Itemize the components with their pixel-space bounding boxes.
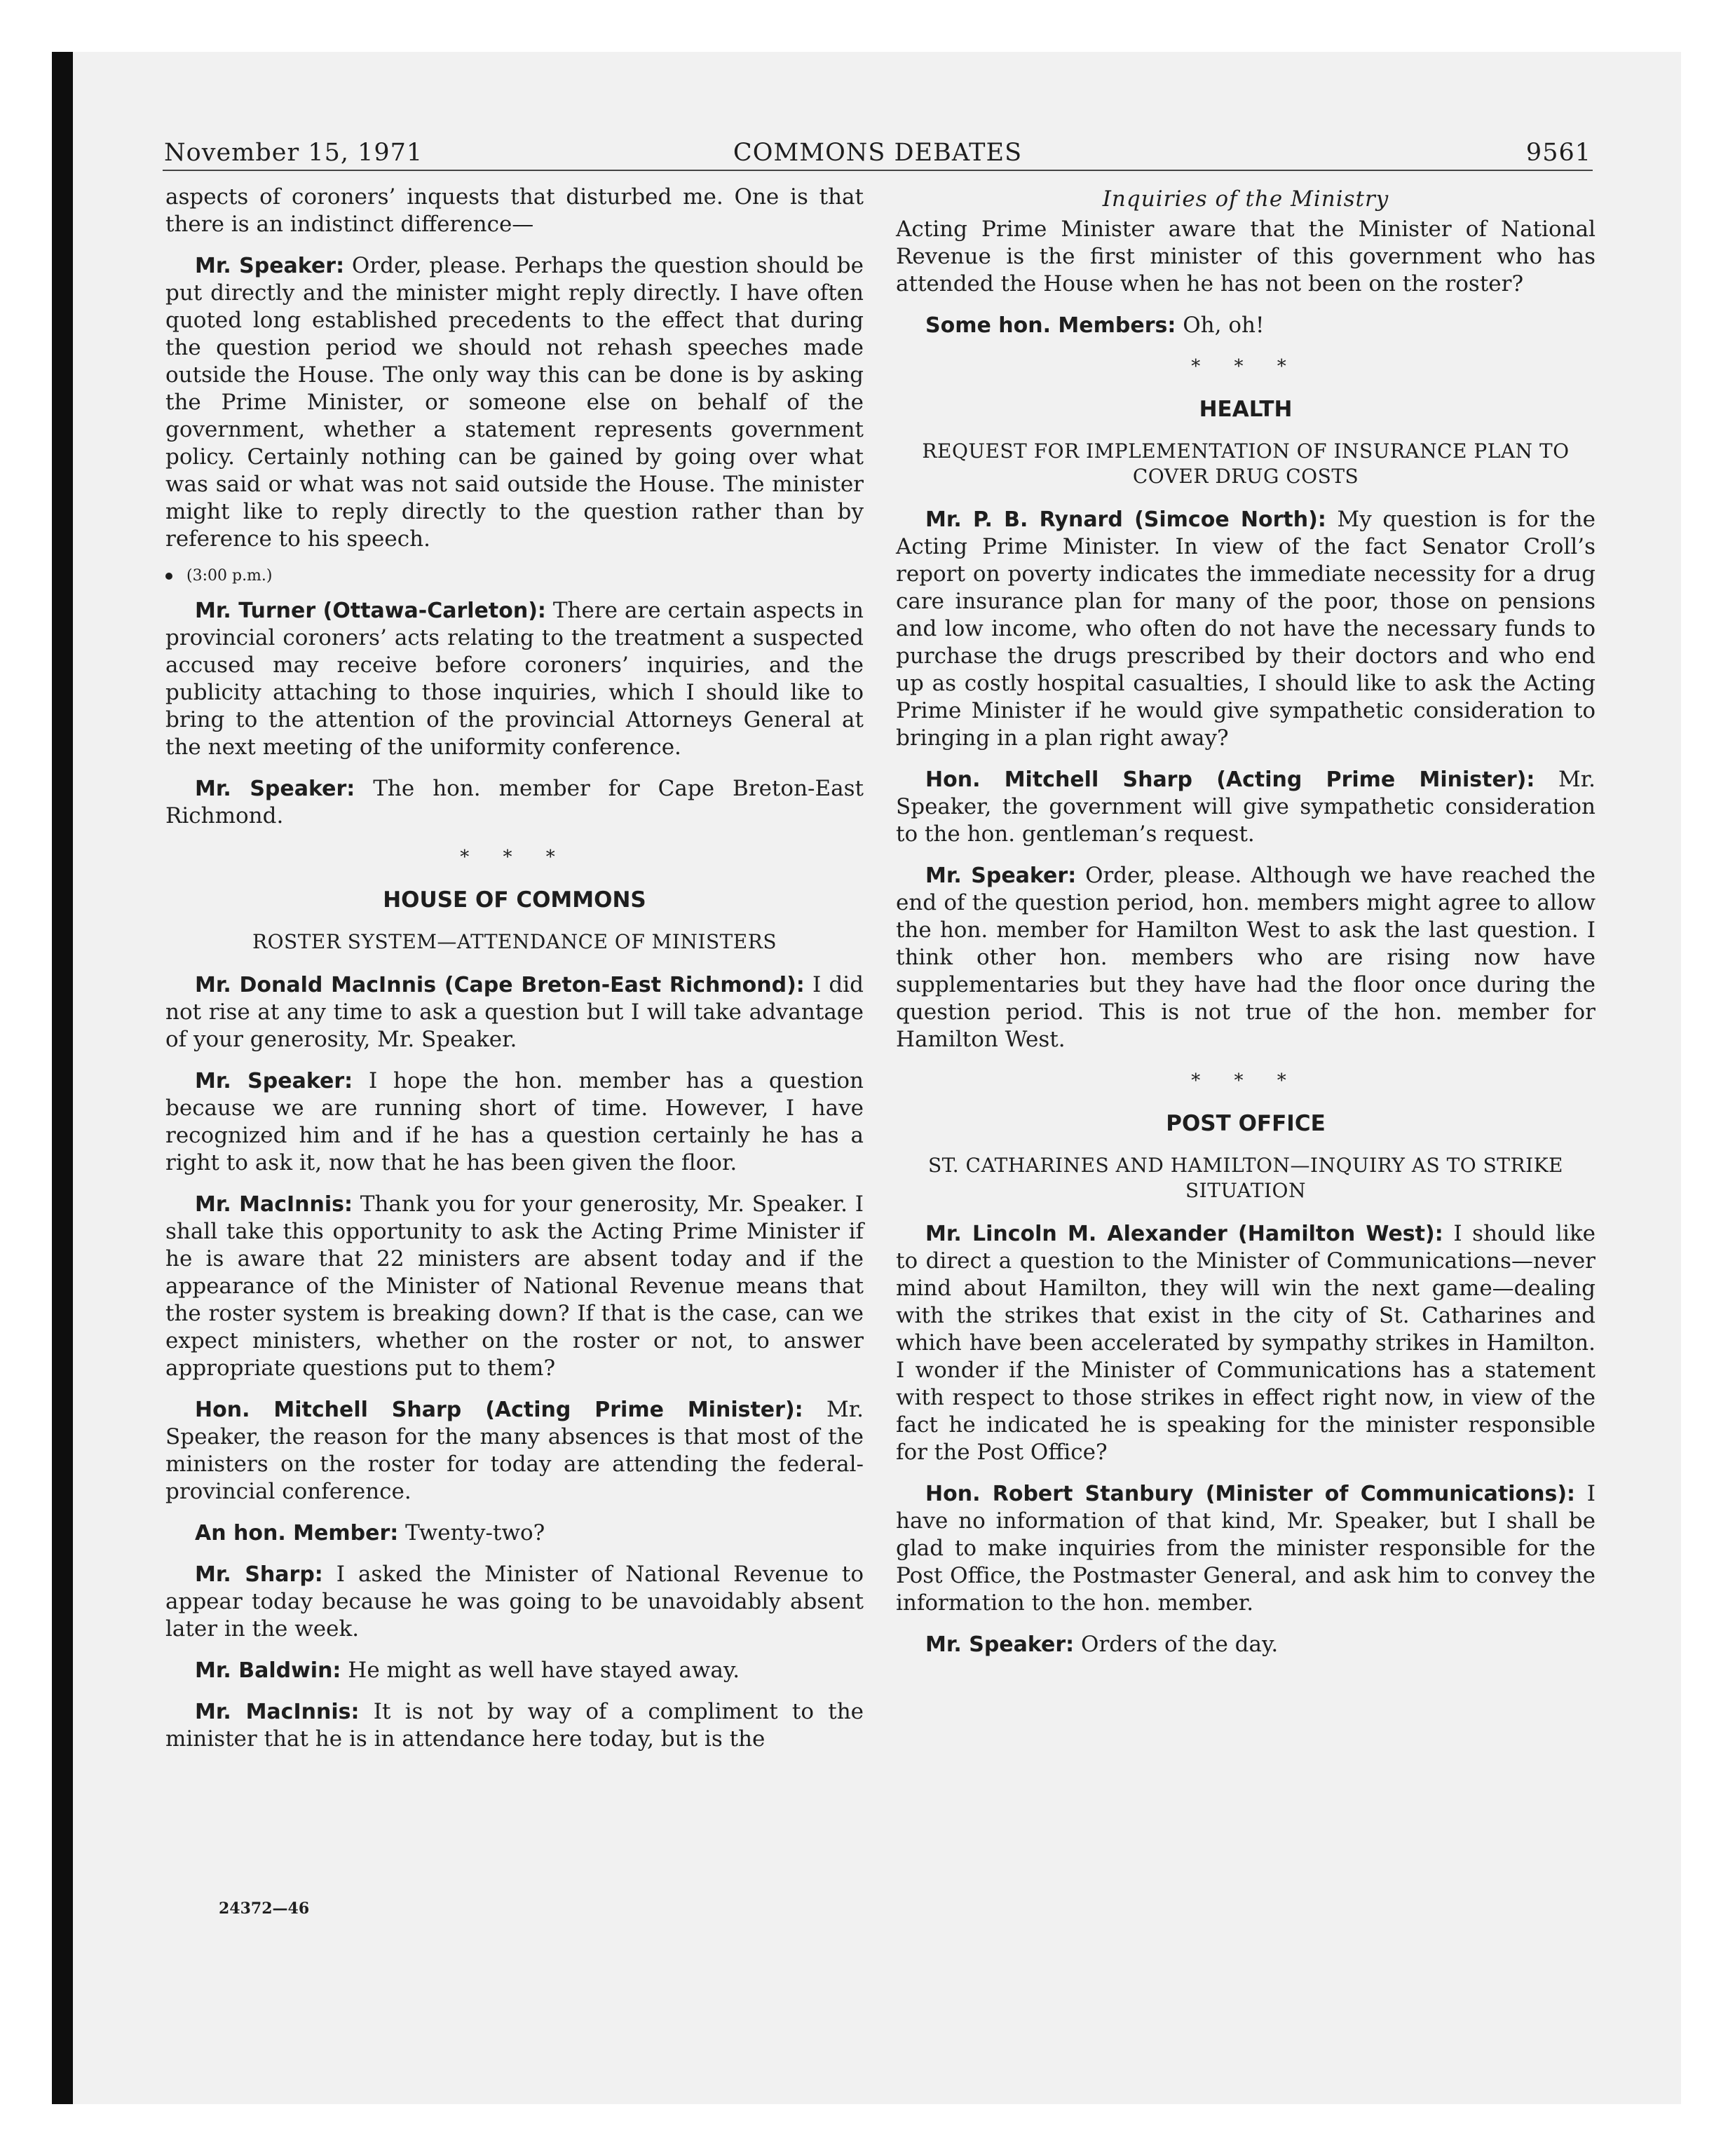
- scan-edge-shadow: [52, 52, 73, 2104]
- speech-text: It is not by way of a compliment to the minister that he is in attendance here today, but is the: [165, 1699, 864, 1752]
- speech: [165, 597, 864, 761]
- paragraph: Acting Prime Minister aware that the Minister of National Revenue is the first minister of this government who has attended the House when he has not been on the roster?: [896, 217, 1595, 296]
- speech: [165, 1698, 864, 1753]
- header-title: COMMONS DEBATES: [733, 139, 1023, 167]
- speaker-name: Mr. Speaker:: [195, 777, 355, 801]
- speech-text: Mr. Speaker, the reason for the many absences is that most of the ministers on the roster for today are attending the federal-provincial conference.: [165, 1397, 864, 1504]
- speech-text: Orders of the day.: [1074, 1632, 1279, 1657]
- speaker-name: Some hon. Members:: [925, 313, 1176, 338]
- speech-text: Mr. Speaker, the government will give sympathetic consideration to the hon. gentleman’s request.: [896, 767, 1595, 847]
- speech-text: There are certain aspects in provincial coroners’ acts relating to the treatment a suspected accused may receive before coroners’ inquiries, and the publicity attaching to those inquiries, which I should like to bring to the attention of the provincial Attorneys General at the next meeting of the uniformity conference.: [165, 598, 864, 760]
- speaker-name: Mr. Speaker:: [925, 1632, 1075, 1657]
- speech: [165, 1396, 864, 1506]
- speech: [896, 506, 1595, 752]
- speech: [896, 862, 1595, 1053]
- header-page-number: 9561: [1525, 139, 1591, 167]
- speech: [896, 1220, 1595, 1466]
- speaker-name: Mr. MacInnis:: [195, 1192, 353, 1217]
- section-heading: POST OFFICE: [1166, 1111, 1326, 1136]
- speech-text: I should like to direct a question to the Minister of Communications—never mind about Hamilton, they will win the next game—dealing with the strikes that exist in the city of St. Catharines and which have been accelerated by sympathy strikes in Hamilton. I wonder if the Minister of Communications has a statement with respect to those strikes in effect right now, in view of the fact he indicated he is speaking for the minister responsible for the Post Office?: [896, 1221, 1595, 1465]
- section-heading: HEALTH: [1199, 397, 1293, 422]
- speech: [165, 252, 864, 553]
- speech: [165, 1657, 864, 1684]
- paragraph: aspects of coroners’ inquests that disturbed me. One is that there is an indistinct difference—: [165, 184, 864, 237]
- speech-text: Thank you for your generosity, Mr. Speaker. I shall take this opportunity to ask the Acting Prime Minister if he is aware that 22 ministers are absent today and if the appearance of the Minister of National Revenue means that the roster system is breaking down? If that is the case, can we expect ministers, whether on the roster or not, to answer appropriate questions put to them?: [165, 1192, 864, 1381]
- speaker-name: Hon. Mitchell Sharp (Acting Prime Minister):: [925, 767, 1535, 792]
- section-heading: HOUSE OF COMMONS: [383, 887, 646, 913]
- speech: [165, 971, 864, 1053]
- speaker-name: Mr. Turner (Ottawa-Carleton):: [195, 599, 546, 623]
- speaker-name: An hon. Member:: [195, 1521, 399, 1546]
- speaker-name: Mr. Sharp:: [195, 1562, 323, 1587]
- time-marker: [165, 567, 864, 585]
- speech: [165, 1191, 864, 1382]
- speaker-name: Mr. P. B. Rynard (Simcoe North):: [925, 507, 1326, 532]
- right-column: [896, 184, 1595, 1672]
- speech-text: The hon. member for Cape Breton-East Richmond.: [165, 776, 864, 828]
- speech: [896, 1480, 1595, 1617]
- speech-text: Order, please. Although we have reached the end of the question period, hon. members might agree to allow the hon. member for Hamilton West to ask the last question. I think other hon. members who are rising now have supplementaries but they have had the floor once during the question period. This is not true of the hon. member for Hamilton West.: [896, 863, 1595, 1052]
- speech: [165, 1520, 864, 1547]
- section-separator: * * *: [460, 847, 569, 868]
- time-text: (3:00 p.m.): [186, 567, 273, 585]
- speaker-name: Mr. Baldwin:: [195, 1658, 341, 1683]
- speech: [165, 1561, 864, 1643]
- page-footnote: 24372—46: [219, 1899, 310, 1918]
- speech-text: Oh, oh!: [1176, 313, 1265, 338]
- section-separator: * * *: [1191, 1070, 1300, 1091]
- speech-text: I did not rise at any time to ask a question but I will take advantage of your generosity, Mr. Speaker.: [165, 972, 864, 1052]
- subsection-heading: ST. CATHARINES AND HAMILTON—INQUIRY AS TO STRIKE SITUATION: [928, 1154, 1563, 1202]
- speaker-name: Mr. MacInnis:: [195, 1700, 360, 1724]
- header-date: November 15, 1971: [164, 139, 423, 167]
- running-head: Inquiries of the Ministry: [1102, 186, 1389, 212]
- speech-text: I asked the Minister of National Revenue to appear today because he was going to be unavoidably absent later in the week.: [165, 1562, 864, 1642]
- subsection-heading: ROSTER SYSTEM—ATTENDANCE OF MINISTERS: [252, 930, 777, 953]
- speaker-name: Mr. Speaker:: [195, 254, 345, 278]
- left-column: [165, 184, 864, 1767]
- section-separator: * * *: [1191, 356, 1300, 377]
- page-header: [163, 137, 1593, 171]
- speaker-name: Hon. Mitchell Sharp (Acting Prime Minister):: [195, 1398, 803, 1422]
- speaker-name: Mr. Lincoln M. Alexander (Hamilton West):: [925, 1222, 1443, 1246]
- bullet-icon: [165, 573, 172, 580]
- speech-text: Twenty-two?: [398, 1520, 545, 1546]
- speech: [896, 312, 1595, 339]
- speech-text: Order, please. Perhaps the question should be put directly and the minister might reply directly. I have often quoted long established precedents to the effect that during the question period we should not rehash speeches made outside the House. The only way this can be done is by asking the Prime Minister, or someone else on behalf of the government, whether a statement represents government policy. Certainly nothing can be gained by going over what was said or what was not said outside the House. The minister might like to reply directly to the question rather than by reference to his speech.: [165, 253, 864, 552]
- speaker-name: Mr. Speaker:: [195, 1069, 353, 1093]
- speech: [896, 1631, 1595, 1658]
- speech-text: I hope the hon. member has a question because we are running short of time. However, I have recognized him and if he has a question certainly he has a right to ask it, now that he has been given the floor.: [165, 1068, 864, 1175]
- speech-text: My question is for the Acting Prime Minister. In view of the fact Senator Croll’s report on poverty indicates the immediate necessity for a drug care insurance plan for many of the poor, those on pensions and low income, who often do not have the necessary funds to purchase the drugs prescribed by their doctors and who end up as costly hospital casualties, I should like to ask the Acting Prime Minister if he would give sympathetic consideration to bringing in a plan right away?: [896, 507, 1595, 751]
- speech: [896, 766, 1595, 848]
- speaker-name: Mr. Donald MacInnis (Cape Breton-East Richmond):: [195, 973, 805, 997]
- subsection-heading: REQUEST FOR IMPLEMENTATION OF INSURANCE PLAN TO COVER DRUG COSTS: [922, 439, 1570, 488]
- speaker-name: Mr. Speaker:: [925, 864, 1077, 888]
- speech-text: I have no information of that kind, Mr. Speaker, but I shall be glad to make inquiries from the minister responsible for the Post Office, the Postmaster General, and ask him to convey the information to the hon. member.: [896, 1481, 1595, 1616]
- speaker-name: Hon. Robert Stanbury (Minister of Communications):: [925, 1482, 1576, 1506]
- speech-text: He might as well have stayed away.: [341, 1658, 740, 1683]
- speech: [165, 775, 864, 830]
- speech: [165, 1067, 864, 1177]
